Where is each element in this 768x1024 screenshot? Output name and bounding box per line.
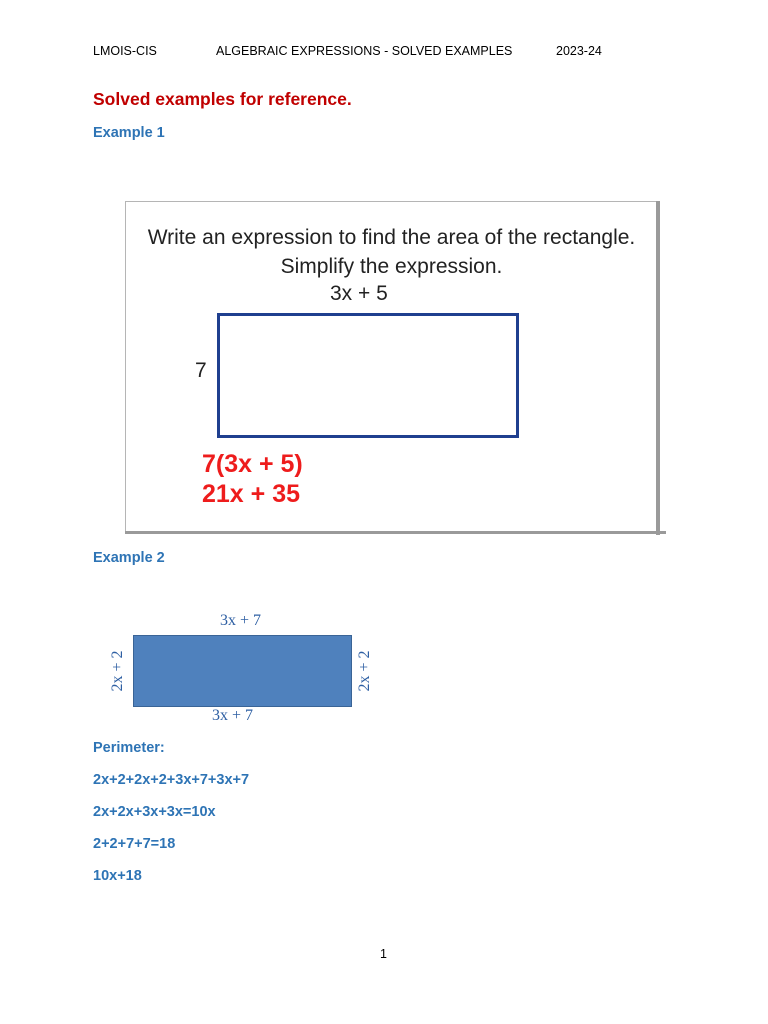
example1-rectangle bbox=[217, 313, 519, 438]
example2-top-label: 3x + 7 bbox=[220, 612, 262, 629]
example2-right-label: 2x + 2 bbox=[356, 650, 373, 692]
example1-answer-expression: 7(3x + 5) bbox=[202, 450, 303, 478]
example1-answer-simplified: 21x + 35 bbox=[202, 480, 301, 508]
perimeter-step: 2x+2x+3x+3x=10x bbox=[93, 804, 216, 820]
example1-width-label: 7 bbox=[195, 359, 207, 382]
example1-title: Example 1 bbox=[93, 125, 165, 141]
page-number: 1 bbox=[380, 947, 387, 961]
header-title: ALGEBRAIC EXPRESSIONS - SOLVED EXAMPLES bbox=[216, 44, 513, 58]
perimeter-step: 2x+2+2x+2+3x+7+3x+7 bbox=[93, 772, 250, 788]
example1-length-label: 3x + 5 bbox=[330, 282, 388, 305]
figure-border-bottom bbox=[125, 531, 666, 534]
example1-question-line1: Write an expression to find the area of the rectangle. bbox=[147, 226, 636, 249]
perimeter-heading: Perimeter: bbox=[93, 740, 165, 756]
example2-rectangle bbox=[133, 635, 352, 707]
example2-bottom-label: 3x + 7 bbox=[212, 707, 254, 724]
header-left: LMOIS-CIS bbox=[93, 44, 157, 58]
example1-question-line2: Simplify the expression. bbox=[280, 255, 503, 278]
perimeter-step: 2+2+7+7=18 bbox=[93, 836, 176, 852]
page-heading: Solved examples for reference. bbox=[93, 89, 352, 109]
perimeter-result: 10x+18 bbox=[93, 868, 142, 884]
example2-title: Example 2 bbox=[93, 550, 165, 566]
figure-border-right bbox=[656, 201, 660, 535]
example2-left-label: 2x + 2 bbox=[109, 650, 126, 692]
header-year: 2023-24 bbox=[556, 44, 602, 58]
